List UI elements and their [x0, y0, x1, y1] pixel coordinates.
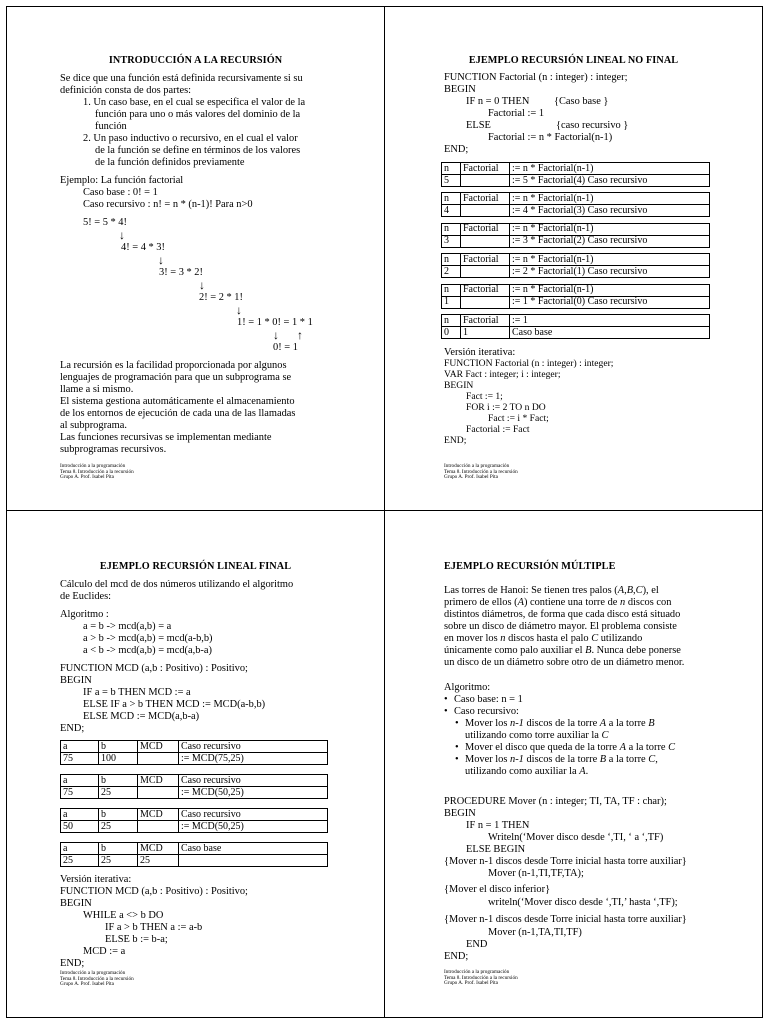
code-line: Mover (n-1,TA,TI,TF) [488, 927, 582, 938]
algo-line: a > b -> mcd(a,b) = mcd(a-b,b) [83, 633, 213, 644]
table-row [61, 855, 328, 867]
table-cell: := n * Factorial(n-1) [510, 193, 710, 205]
table-row [442, 175, 710, 187]
factorial-step: 1! = 1 * 0! = 1 * 1 [237, 317, 313, 328]
iter-line: Factorial := Fact [466, 424, 530, 435]
table-cell: Caso recursivo [179, 809, 328, 821]
table-header-row [61, 809, 328, 821]
table-cell: b [99, 843, 138, 855]
table-row [442, 296, 710, 308]
iter-line: END; [60, 958, 85, 969]
table-cell: 25 [99, 787, 138, 799]
table-cell: Factorial [461, 193, 510, 205]
iter-line: FUNCTION MCD (a,b : Positivo) : Positivo; [60, 886, 248, 897]
table-cell: n [442, 254, 461, 266]
table-cell: := MCD(50,25) [179, 821, 328, 833]
code-comment: {Mover el disco inferior} [444, 884, 551, 895]
iter-line: ELSE b := b-a; [105, 934, 168, 945]
iter-line: BEGIN [60, 898, 92, 909]
trace-table [60, 808, 328, 833]
iter-line: MCD := a [83, 946, 126, 957]
iter-line: Versión iterativa: [60, 874, 132, 885]
factorial-step: 0! = 1 [273, 342, 298, 353]
factorial-step: 3! = 3 * 2! [159, 267, 203, 278]
code-line: END; [444, 951, 469, 962]
trace-table [60, 740, 328, 765]
table-header-row [61, 775, 328, 787]
code-line: FUNCTION Factorial (n : integer) : integer; [444, 72, 628, 83]
table-cell: b [99, 741, 138, 753]
arrow-down-icon: ↓ [158, 253, 164, 267]
table-cell: 25 [99, 855, 138, 867]
page-title: EJEMPLO RECURSIÓN LINEAL FINAL [99, 561, 292, 572]
algo-heading: Algoritmo: [444, 682, 491, 693]
example-line: Caso base : 0! = 1 [83, 187, 158, 198]
slide-recursion-final [6, 510, 385, 1018]
table-cell: Factorial [461, 163, 510, 175]
code-line: END; [444, 144, 469, 155]
list-item: 1. Un caso base, en el cual se especifica el valor de la [83, 97, 306, 108]
table-cell: 25 [61, 855, 99, 867]
table-cell: Caso base [510, 327, 710, 339]
table-cell [179, 855, 328, 867]
slide-recursion-multiple [384, 510, 763, 1018]
table-cell: a [61, 741, 99, 753]
table-cell [461, 175, 510, 187]
table-cell: := n * Factorial(n-1) [510, 163, 710, 175]
paragraph-line: El sistema gestiona automáticamente el almacenamiento [60, 396, 295, 407]
code-comment: {Mover n-1 discos desde Torre inicial hasta torre auxiliar} [444, 914, 687, 925]
iter-line: BEGIN [444, 380, 474, 391]
trace-table [441, 314, 710, 339]
iter-line: Fact := 1; [466, 391, 503, 402]
code-line: ELSE IF a > b THEN MCD := MCD(a-b,b) [83, 699, 266, 710]
code-line: Mover (n-1,TI,TF,TA); [488, 868, 584, 879]
table-cell: := 3 * Factorial(2) Caso recursivo [510, 235, 710, 247]
table-cell: 100 [99, 753, 138, 765]
page-title: INTRODUCCIÓN A LA RECURSIÓN [108, 55, 283, 66]
table-row [61, 753, 328, 765]
code-line: IF n = 0 THEN [466, 96, 530, 107]
list-item: de la función se define en términos de los valores [95, 145, 301, 156]
paragraph-line: La recursión es la facilidad proporcionada por algunos [60, 360, 287, 371]
arrow-down-icon: ↓ [273, 328, 279, 342]
iter-line: WHILE a <> b DO [83, 910, 164, 921]
intro-line: de Euclides: [60, 591, 112, 602]
table-cell: 1 [461, 327, 510, 339]
table-cell: Caso base [179, 843, 328, 855]
page-title: EJEMPLO RECURSIÓN MÚLTIPLE [444, 561, 616, 572]
paragraph-line: en mover los n discos hasta el palo C utilizando [444, 633, 643, 644]
footer: Introducción a la programación Tema 8. Introducción a la recursión Grupo A. Prof. Isabel Pita [444, 969, 518, 987]
slide-recursion-no-final [384, 6, 763, 511]
code-line: Factorial := 1 [488, 108, 545, 119]
footer: Introducción a la programación Tema 8. Introducción a la recursión Grupo A. Prof. Isabel Pita [60, 463, 134, 481]
code-line: BEGIN [444, 84, 476, 95]
table-cell: := 5 * Factorial(4) Caso recursivo [510, 175, 710, 187]
algo-line: a = b -> mcd(a,b) = a [83, 621, 172, 632]
paragraph-line: únicamente como palo auxiliar el B. Nunca debe ponerse [444, 645, 681, 656]
table-cell: := n * Factorial(n-1) [510, 254, 710, 266]
table-cell [461, 235, 510, 247]
page-title: EJEMPLO RECURSIÓN LINEAL NO FINAL [468, 55, 679, 66]
table-cell: Factorial [461, 254, 510, 266]
table-cell: Factorial [461, 223, 510, 235]
trace-table [441, 223, 710, 248]
table-cell: 25 [99, 821, 138, 833]
table-cell [461, 266, 510, 278]
footer: Introducción a la programación Tema 8. Introducción a la recursión Grupo A. Prof. Isabel Pita [60, 970, 134, 988]
trace-table [441, 192, 710, 217]
factorial-step: 5! = 5 * 4! [83, 217, 127, 228]
table-row [442, 327, 710, 339]
paragraph-line: primero de ellos (A) contiene una torre de n discos con [444, 597, 672, 608]
code-comment: {Mover n-1 discos desde Torre inicial hasta torre auxiliar} [444, 856, 687, 867]
code-line: ELSE MCD := MCD(a,b-a) [83, 711, 200, 722]
trace-table [441, 284, 710, 309]
code-line: PROCEDURE Mover (n : integer; TI, TA, TF : char); [444, 796, 667, 807]
paragraph-line: sobre un disco de diámetro mayor. El problema consiste [444, 621, 677, 632]
table-cell: 0 [442, 327, 461, 339]
table-row [61, 787, 328, 799]
table-row [61, 821, 328, 833]
trace-table [441, 162, 710, 187]
code-comment: {Caso base } [554, 96, 609, 107]
table-cell: 3 [442, 235, 461, 247]
list-item: • Mover los n-1 discos de la torre B a la torre C, [455, 754, 658, 765]
iter-line: IF a > b THEN a := a-b [105, 922, 203, 933]
table-row [442, 266, 710, 278]
iter-line: Fact := i * Fact; [488, 413, 549, 424]
table-cell: 5 [442, 175, 461, 187]
arrow-down-icon: ↓ [119, 228, 125, 242]
table-cell: := 4 * Factorial(3) Caso recursivo [510, 205, 710, 217]
code-line: BEGIN [444, 808, 476, 819]
iter-line: VAR Fact : integer; i : integer; [444, 369, 561, 380]
table-cell [138, 821, 179, 833]
paragraph-line: distintos diámetros, de forma que cada disco está situado [444, 609, 681, 620]
code-comment: {caso recursivo } [556, 120, 629, 131]
example-line: Ejemplo: La función factorial [60, 175, 184, 186]
table-cell: 50 [61, 821, 99, 833]
factorial-step: 2! = 2 * 1! [199, 292, 243, 303]
table-cell: b [99, 775, 138, 787]
table-cell: n [442, 223, 461, 235]
iter-line: END; [444, 435, 467, 446]
table-header-row [61, 843, 328, 855]
paragraph-line: lenguajes de programación para que un subprograma se [60, 372, 292, 383]
table-cell: := 2 * Factorial(1) Caso recursivo [510, 266, 710, 278]
table-cell: 4 [442, 205, 461, 217]
iter-line: FOR i := 2 TO n DO [466, 402, 546, 413]
table-cell: := MCD(75,25) [179, 753, 328, 765]
table-header-row [442, 315, 710, 327]
arrow-down-icon: ↓ [236, 303, 242, 317]
table-cell: a [61, 809, 99, 821]
table-cell: n [442, 315, 461, 327]
arrow-up-icon: ↑ [297, 328, 303, 342]
list-item: utilizando como auxiliar la A. [465, 766, 589, 777]
paragraph-line: llame a si mismo. [60, 384, 134, 395]
code-line: BEGIN [60, 675, 92, 686]
table-cell: := n * Factorial(n-1) [510, 284, 710, 296]
list-item: utilizando como torre auxiliar la C [465, 730, 609, 741]
code-line: IF a = b THEN MCD := a [83, 687, 191, 698]
table-cell: Caso recursivo [179, 741, 328, 753]
paragraph-line: Las funciones recursivas se implementan mediante [60, 432, 272, 443]
table-cell: MCD [138, 809, 179, 821]
table-row [442, 235, 710, 247]
table-cell: Factorial [461, 315, 510, 327]
table-cell: MCD [138, 843, 179, 855]
table-header-row [442, 163, 710, 175]
table-cell [138, 753, 179, 765]
code-line: IF n = 1 THEN [466, 820, 530, 831]
paragraph-line: Las torres de Hanoi: Se tienen tres palos (A,B,C), el [444, 585, 659, 596]
table-cell: 75 [61, 753, 99, 765]
list-item: • Mover los n-1 discos de la torre A a la torre B [455, 718, 655, 729]
trace-table [60, 774, 328, 799]
paragraph-line: subprogramas recursivos. [60, 444, 167, 455]
code-line: writeln(‘Mover disco desde ‘,TI,’ hasta ‘,TF); [488, 897, 678, 908]
arrow-down-icon: ↓ [199, 278, 205, 292]
table-cell: a [61, 843, 99, 855]
slide-introduccion [6, 6, 385, 511]
table-cell: MCD [138, 775, 179, 787]
table-cell [461, 296, 510, 308]
table-header-row [442, 254, 710, 266]
table-row [442, 205, 710, 217]
trace-table [441, 253, 710, 278]
trace-table [60, 842, 328, 867]
example-line: Caso recursivo : n! = n * (n-1)! Para n>0 [83, 199, 253, 210]
algo-line: Algoritmo : [60, 609, 109, 620]
paragraph-line: un disco de un diámetro sobre otro de un diámetro menor. [444, 657, 685, 668]
table-cell: 2 [442, 266, 461, 278]
table-cell: MCD [138, 741, 179, 753]
table-cell: 75 [61, 787, 99, 799]
table-cell: n [442, 193, 461, 205]
list-item: función para uno o más valores del dominio de la [95, 109, 301, 120]
table-header-row [442, 284, 710, 296]
intro-line: definición consta de dos partes: [60, 85, 191, 96]
table-cell: := MCD(50,25) [179, 787, 328, 799]
table-header-row [442, 193, 710, 205]
paragraph-line: al subprograma. [60, 420, 127, 431]
iter-line: FUNCTION Factorial (n : integer) : integer; [444, 358, 614, 369]
table-cell: b [99, 809, 138, 821]
code-line: Writeln(‘Mover disco desde ‘,TI, ‘ a ‘,TF) [488, 832, 664, 843]
table-cell: a [61, 775, 99, 787]
table-cell: n [442, 284, 461, 296]
table-header-row [61, 741, 328, 753]
list-item: • Caso base: n = 1 [444, 694, 523, 705]
code-line: END; [60, 723, 85, 734]
paragraph-line: de los entornos de ejecución de cada una de las llamadas [60, 408, 296, 419]
table-cell: 25 [138, 855, 179, 867]
factorial-step: 4! = 4 * 3! [121, 242, 165, 253]
table-cell: Factorial [461, 284, 510, 296]
table-cell: := 1 [510, 315, 710, 327]
iter-line: Versión iterativa: [444, 347, 516, 358]
list-item: • Mover el disco que queda de la torre A a la torre C [455, 742, 676, 753]
code-line: END [466, 939, 488, 950]
list-item: • Caso recursivo: [444, 706, 519, 717]
table-header-row [442, 223, 710, 235]
code-line: FUNCTION MCD (a,b : Positivo) : Positivo; [60, 663, 248, 674]
list-item: de la función definidos previamente [95, 157, 245, 168]
table-cell: := n * Factorial(n-1) [510, 223, 710, 235]
code-line: Factorial := n * Factorial(n-1) [488, 132, 613, 143]
list-item: función [95, 121, 127, 132]
table-cell: := 1 * Factorial(0) Caso recursivo [510, 296, 710, 308]
intro-line: Cálculo del mcd de dos números utilizando el algoritmo [60, 579, 294, 590]
algo-line: a < b -> mcd(a,b) = mcd(a,b-a) [83, 645, 212, 656]
table-cell: Caso recursivo [179, 775, 328, 787]
intro-line: Se dice que una función está definida recursivamente si su [60, 73, 303, 84]
table-cell [461, 205, 510, 217]
code-line: ELSE [466, 120, 491, 131]
code-line: ELSE BEGIN [466, 844, 526, 855]
table-cell: n [442, 163, 461, 175]
footer: Introducción a la programación Tema 8. Introducción a la recursión Grupo A. Prof. Isabel Pita [444, 463, 518, 481]
list-item: 2. Un paso inductivo o recursivo, en el cual el valor [83, 133, 298, 144]
table-cell [138, 787, 179, 799]
table-cell: 1 [442, 296, 461, 308]
